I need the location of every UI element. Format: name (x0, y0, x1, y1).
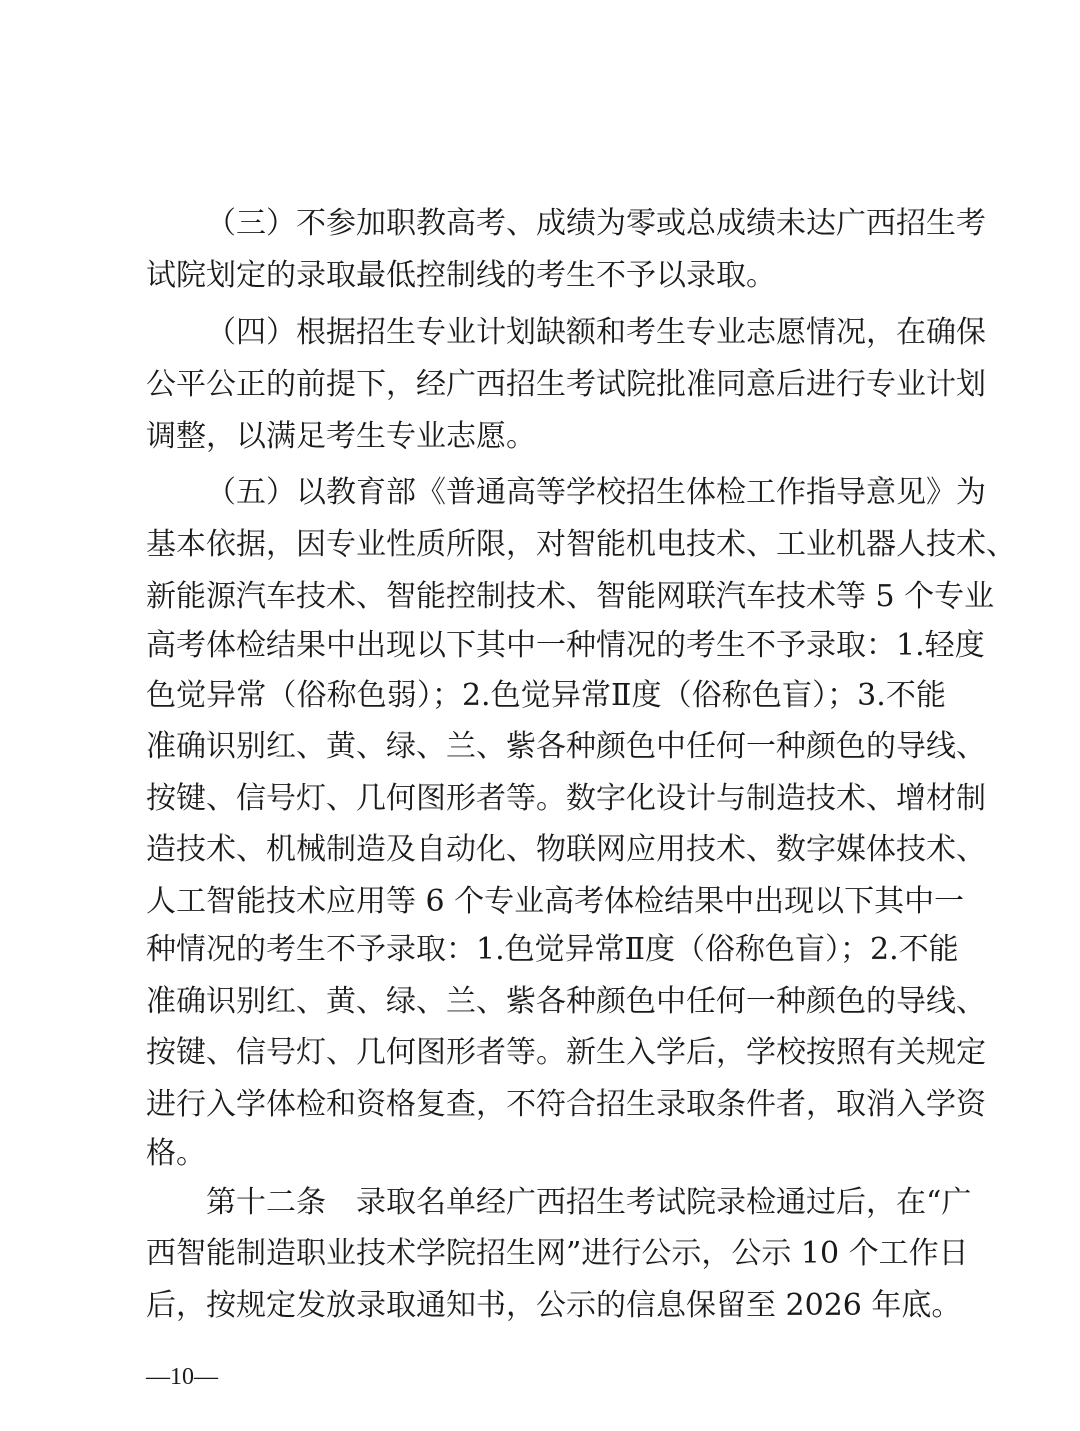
text-line: 高考体检结果中出现以下其中一种情况的考生不予录取：1.轻度 (146, 628, 985, 663)
page-number: —10— (146, 1364, 218, 1390)
text-line: 基本依据，因专业性质所限，对智能机电技术、工业机器人技术、 (146, 527, 1016, 562)
text-line: （三）不参加职教高考、成绩为零或总成绩未达广西招生考 (206, 206, 986, 241)
text-line: 准确识别红、黄、绿、兰、紫各种颜色中任何一种颜色的导线、 (146, 984, 986, 1019)
text-line: 试院划定的录取最低控制线的考生不予以录取。 (146, 258, 776, 293)
text-line: 人工智能技术应用等 6 个专业高考体检结果中出现以下其中一 (146, 884, 965, 919)
text-line: 格。 (146, 1136, 206, 1171)
text-line: 公平公正的前提下，经广西招生考试院批准同意后进行专业计划 (146, 367, 986, 402)
text-line: 按键、信号灯、几何图形者等。新生入学后，学校按照有关规定 (146, 1035, 986, 1070)
text-line: （四）根据招生专业计划缺额和考生专业志愿情况，在确保 (206, 315, 986, 350)
text-line: 调整，以满足考生专业志愿。 (146, 419, 536, 454)
text-line: 准确识别红、黄、绿、兰、紫各种颜色中任何一种颜色的导线、 (146, 729, 986, 764)
text-line: 西智能制造职业技术学院招生网”进行公示，公示 10 个工作日 (146, 1236, 969, 1271)
text-line: 色觉异常（俗称色弱）；2.色觉异常Ⅱ度（俗称色盲）；3.不能 (146, 678, 946, 713)
text-line: 按键、信号灯、几何图形者等。数字化设计与制造技术、增材制 (146, 781, 986, 816)
text-line: 进行入学体检和资格复查，不符合招生录取条件者，取消入学资 (146, 1087, 986, 1122)
text-line: 造技术、机械制造及自动化、物联网应用技术、数字媒体技术、 (146, 832, 986, 867)
text-line: （五）以教育部《普通高等学校招生体检工作指导意见》为 (206, 475, 986, 510)
text-line: 新能源汽车技术、智能控制技术、智能网联汽车技术等 5 个专业 (146, 579, 995, 614)
text-line: 种情况的考生不予录取：1.色觉异常Ⅱ度（俗称色盲）；2.不能 (146, 932, 959, 967)
text-line: 第十二条 录取名单经广西招生考试院录检通过后，在“广 (206, 1185, 972, 1220)
text-line: 后，按规定发放录取通知书，公示的信息保留至 2026 年底。 (146, 1288, 962, 1323)
